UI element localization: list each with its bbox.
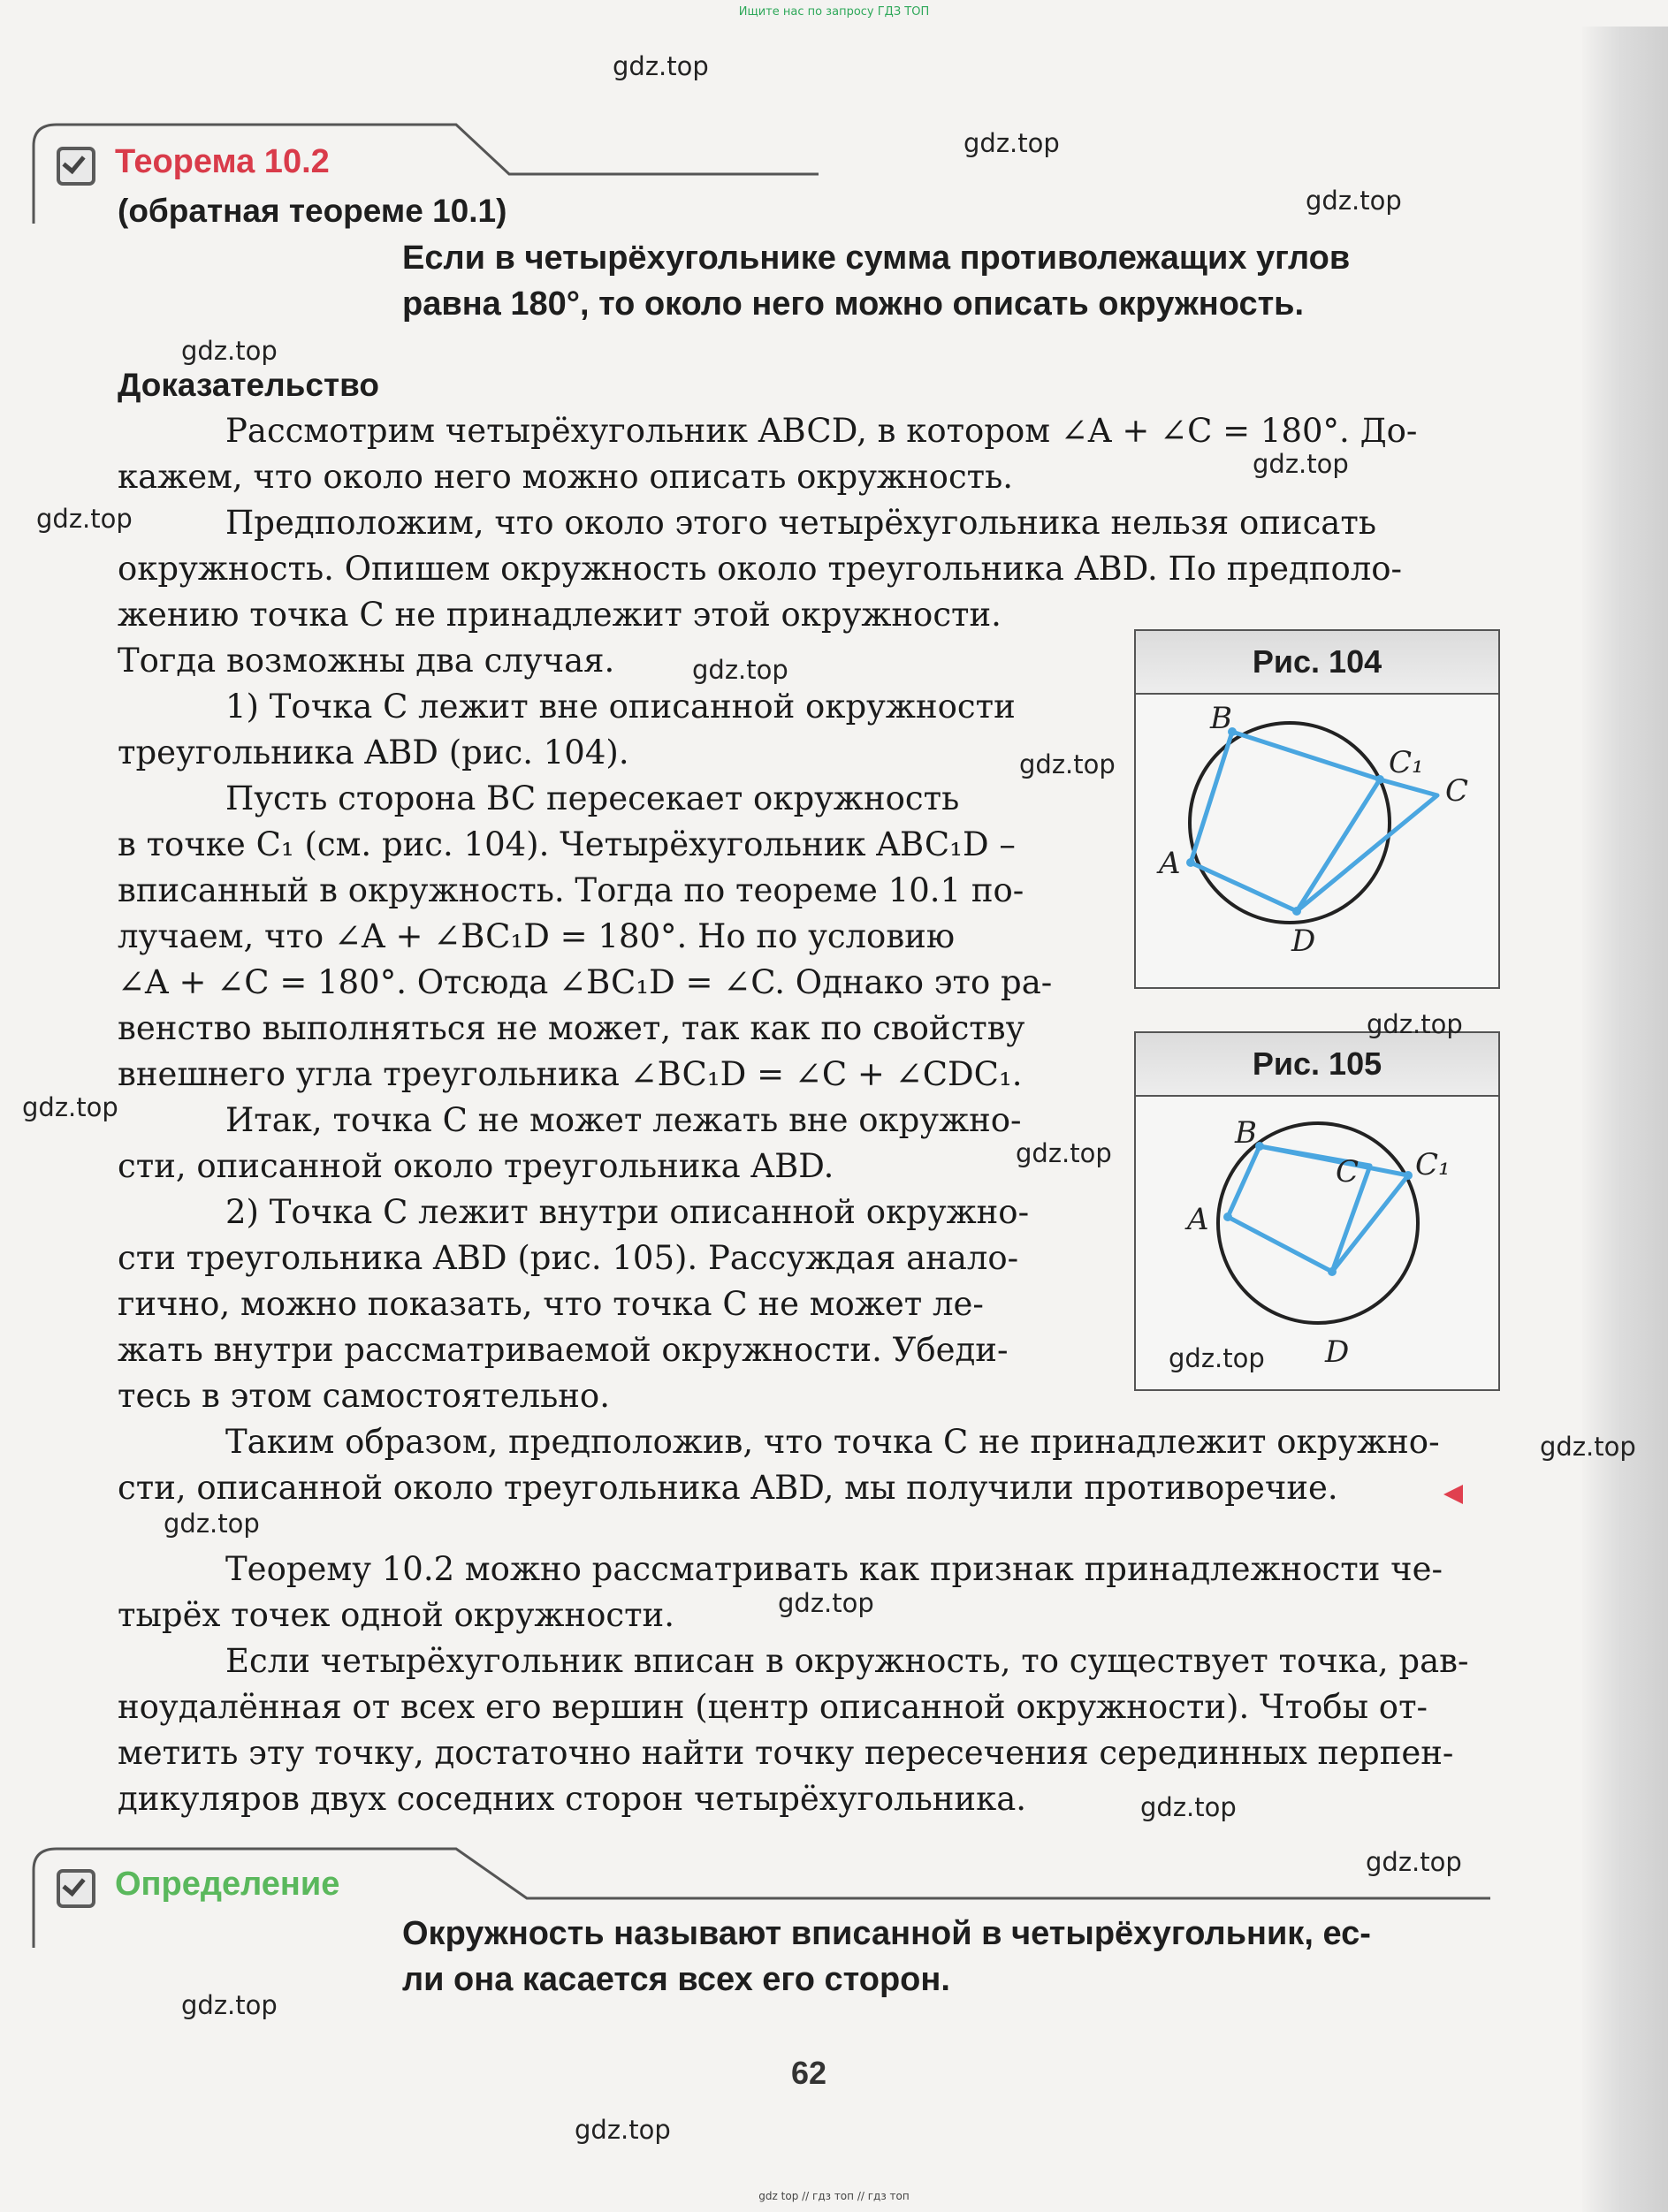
label-B: B xyxy=(1210,701,1232,736)
checkbox-icon xyxy=(57,147,95,186)
watermark: gdz.top xyxy=(164,1509,260,1539)
label-C: C xyxy=(1445,773,1469,809)
theorem-statement-line1: Если в четырёхугольнике сумма противолежащих углов xyxy=(402,239,1351,277)
vertex-point xyxy=(1404,1171,1413,1180)
text-line: сти треугольника ABD (рис. 105). Рассуждая анало- xyxy=(118,1239,1019,1277)
text-line: 1) Точка C лежит вне описанной окружности xyxy=(225,688,1016,726)
watermark: gdz.top xyxy=(692,655,788,685)
watermark: gdz.top xyxy=(963,128,1060,158)
theorem-statement-line2: равна 180°, то около него можно описать окружность. xyxy=(402,285,1305,323)
top-banner: Ищите нас по запросу ГДЗ ТОП xyxy=(738,5,930,19)
watermark: gdz.top xyxy=(1306,186,1402,216)
watermark: gdz.top xyxy=(1019,749,1116,779)
text-line: окружность. Опишем окружность около треугольника ABD. По предполо- xyxy=(118,550,1403,588)
definition-statement-line1: Окружность называют вписанной в четырёхугольник, ес- xyxy=(402,1915,1371,1952)
text-line: сти, описанной около треугольника ABD. xyxy=(118,1147,834,1185)
bottom-banner: gdz top // гдз топ // гдз топ xyxy=(758,2190,910,2202)
text-line: жению точка C не принадлежит этой окружности. xyxy=(118,596,1002,634)
watermark: gdz.top xyxy=(575,2115,671,2145)
figure-104-title: Рис. 104 xyxy=(1136,631,1498,695)
vertex-point xyxy=(1292,907,1301,916)
label-A: A xyxy=(1159,846,1181,881)
text-line: Тогда возможны два случая. xyxy=(118,642,615,680)
watermark: gdz.top xyxy=(1169,1343,1265,1373)
checkbox-icon xyxy=(57,1869,95,1908)
end-of-proof-mark xyxy=(1443,1485,1463,1504)
theorem-title: Теорема 10.2 xyxy=(115,143,330,180)
vertex-point xyxy=(1186,858,1195,867)
definition-title: Определение xyxy=(115,1866,340,1903)
page-number: 62 xyxy=(791,2055,827,2091)
watermark: gdz.top xyxy=(778,1588,874,1618)
label-C1: C₁ xyxy=(1415,1147,1451,1182)
text-line: лучаем, что ∠A + ∠BC₁D = 180°. Но по условию xyxy=(118,917,956,955)
definition-statement-line2: ли она касается всех его сторон. xyxy=(402,1961,950,1998)
circumcircle xyxy=(1190,723,1390,923)
text-line: вписанный в окружность. Тогда по теореме 10.1 по- xyxy=(118,871,1024,909)
text-line: гично, можно показать, что точка C не может ле- xyxy=(118,1285,984,1323)
figure-104 xyxy=(1134,629,1500,989)
vertex-point xyxy=(1375,775,1384,784)
text-line: кажем, что около него можно описать окружность. xyxy=(118,458,1014,496)
text-line: Пусть сторона BC пересекает окружность xyxy=(225,779,960,817)
watermark: gdz.top xyxy=(181,1990,278,2020)
watermark: gdz.top xyxy=(1253,449,1349,479)
text-line: треугольника ABD (рис. 104). xyxy=(118,734,629,772)
segment-C1D xyxy=(1297,779,1380,911)
text-line: 2) Точка C лежит внутри описанной окружно- xyxy=(225,1193,1030,1231)
label-C1: C₁ xyxy=(1389,745,1424,780)
label-D: D xyxy=(1325,1334,1350,1370)
label-D: D xyxy=(1291,924,1316,959)
text-line: метить эту точку, достаточно найти точку пересечения серединных перпен- xyxy=(118,1734,1454,1772)
circumcircle xyxy=(1218,1123,1418,1323)
figure-105-title: Рис. 105 xyxy=(1136,1033,1498,1097)
text-line: дикуляров двух соседних сторон четырёхугольника. xyxy=(118,1780,1027,1818)
proof-heading: Доказательство xyxy=(118,367,379,403)
watermark: gdz.top xyxy=(36,504,133,534)
label-C: C xyxy=(1336,1154,1360,1190)
text-line: внешнего угла треугольника ∠BC₁D = ∠C + ∠CDC₁. xyxy=(118,1055,1023,1093)
text-line: Теорему 10.2 можно рассматривать как признак принадлежности че- xyxy=(225,1550,1443,1588)
text-line: Предположим, что около этого четырёхугольника нельзя описать xyxy=(225,504,1376,542)
label-B: B xyxy=(1235,1115,1257,1151)
vertex-point xyxy=(1223,1212,1232,1221)
watermark: gdz.top xyxy=(1016,1138,1112,1168)
figure-104-diagram xyxy=(1136,695,1498,986)
quadrilateral-ABC1D xyxy=(1260,1146,1408,1272)
watermark: gdz.top xyxy=(1540,1432,1636,1462)
text-line: сти, описанной около треугольника ABD, мы получили противоречие. xyxy=(118,1469,1338,1507)
text-line: Итак, точка C не может лежать вне окружно- xyxy=(225,1101,1022,1139)
text-line: венство выполняться не может, так как по свойству xyxy=(118,1009,1025,1047)
watermark: gdz.top xyxy=(613,51,709,81)
figure-105 xyxy=(1134,1031,1500,1391)
theorem-subtitle: (обратная теореме 10.1) xyxy=(118,193,507,229)
text-line: тесь в этом самостоятельно. xyxy=(118,1377,610,1415)
watermark: gdz.top xyxy=(181,336,278,366)
text-line: ∠A + ∠C = 180°. Отсюда ∠BC₁D = ∠C. Однако это ра- xyxy=(118,963,1053,1001)
text-line: тырёх точек одной окружности. xyxy=(118,1596,674,1634)
watermark: gdz.top xyxy=(22,1092,118,1122)
text-line: Таким образом, предположив, что точка C не принадлежит окружно- xyxy=(225,1423,1440,1461)
watermark: gdz.top xyxy=(1366,1847,1462,1877)
watermark: gdz.top xyxy=(1140,1792,1237,1822)
label-A: A xyxy=(1187,1202,1209,1237)
text-line: ноудалённая от всех его вершин (центр описанной окружности). Чтобы от- xyxy=(118,1688,1428,1726)
vertex-point xyxy=(1328,1267,1337,1276)
text-line: в точке C₁ (см. рис. 104). Четырёхугольник ABC₁D – xyxy=(118,825,1016,863)
text-line: жать внутри рассматриваемой окружности. Убеди- xyxy=(118,1331,1009,1369)
text-line: Если четырёхугольник вписан в окружность, то существует точка, рав- xyxy=(225,1642,1469,1680)
text-line: Рассмотрим четырёхугольник ABCD, в котором ∠A + ∠C = 180°. До- xyxy=(225,412,1418,450)
watermark: gdz.top xyxy=(1367,1009,1463,1039)
page-edge-shadow xyxy=(1582,27,1668,2212)
